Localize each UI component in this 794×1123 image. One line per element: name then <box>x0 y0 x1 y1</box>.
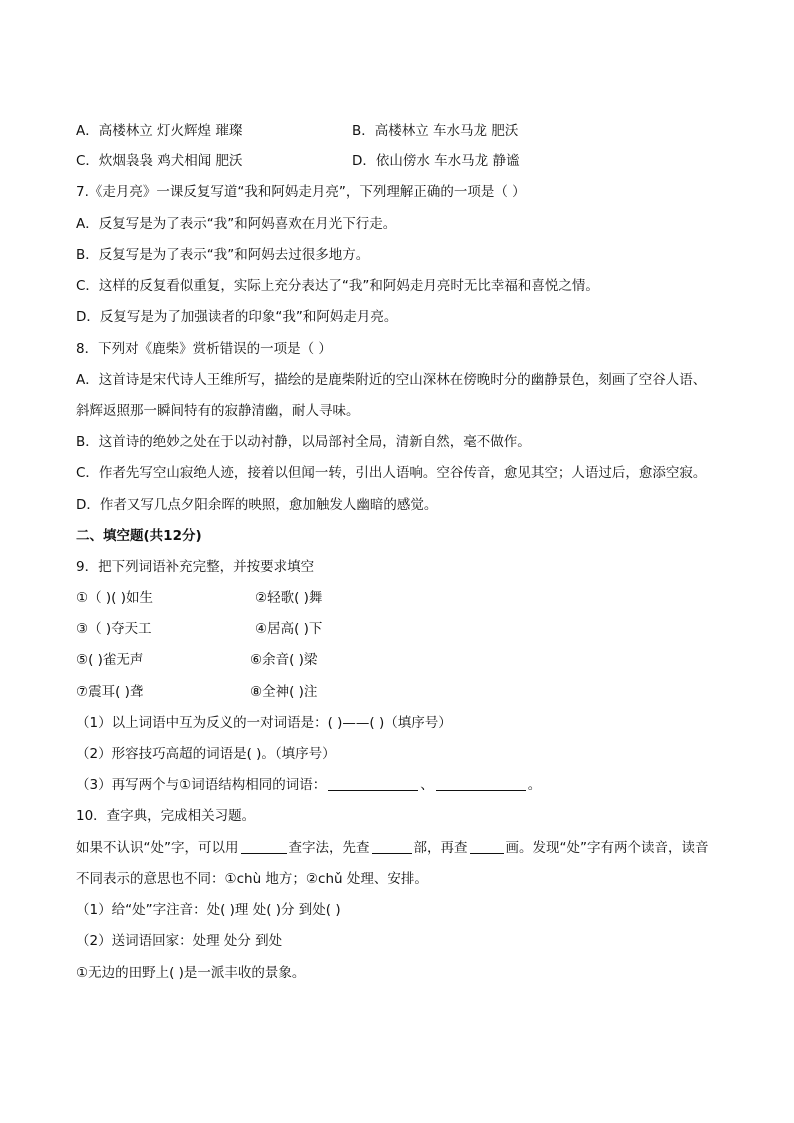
section-title: 二、填空题(共12分) <box>76 528 202 544</box>
answer-blank-1[interactable] <box>328 776 418 791</box>
q7-stem: 7.《走月亮》一课反复写道“我和阿妈走月亮”，下列理解正确的一项是（ ） <box>76 184 526 200</box>
q9-sub-2: （2）形容技巧高超的词语是( )。（填序号） <box>76 746 336 762</box>
q9-sub-1: （1）以上词语中互为反义的一对词语是：( )——( )（填序号） <box>76 715 452 731</box>
q8-option-a-line2: 斜辉返照那一瞬间特有的寂静清幽，耐人寻味。 <box>76 403 360 419</box>
q10-sub-2: （2）送词语回家：处理 处分 到处 <box>76 933 283 949</box>
q6-option-b: B．高楼林立 车水马龙 肥沃 <box>352 123 519 139</box>
q9-item-7: ⑦震耳( )聋 <box>76 684 144 700</box>
q8-option-a-line1: A．这首诗是宋代诗人王维所写，描绘的是鹿柴附近的空山深林在傍晚时分的幽静景色，刻画了空谷人语、 <box>76 372 707 388</box>
q8-stem: 8．下列对《鹿柴》赏析错误的一项是（ ） <box>76 341 332 357</box>
q7-option-d: D．反复写是为了加强读者的印象“我”和阿妈走月亮。 <box>76 309 398 325</box>
answer-blank-3[interactable] <box>241 839 287 854</box>
q7-option-a: A．反复写是为了表示“我”和阿妈喜欢在月光下行走。 <box>76 216 397 232</box>
q9-item-5: ⑤( )雀无声 <box>76 652 144 668</box>
answer-blank-4[interactable] <box>372 839 412 854</box>
q10-stem: 10．查字典，完成相关习题。 <box>76 808 256 824</box>
answer-blank-5[interactable] <box>470 839 504 854</box>
q9-item-6: ⑥余音( )梁 <box>250 652 318 668</box>
q10-sub-1: （1）给“处”字注音：处( )理 处( )分 到处( ) <box>76 902 341 918</box>
q9-item-4: ④居高( )下 <box>255 621 323 637</box>
q8-option-b: B．这首诗的绝妙之处在于以动衬静，以局部衬全局，清新自然，毫不做作。 <box>76 434 531 450</box>
q8-option-d: D．作者又写几点夕阳余晖的映照，愈加触发人幽暗的感觉。 <box>76 497 438 513</box>
q9-item-3: ③（ )夺天工 <box>76 621 152 637</box>
q10-paragraph-line1: 如果不认识“处”字，可以用 查字法，先查 部，再查 画。发现“处”字有两个读音，读音 <box>76 840 709 856</box>
q6-option-a: A．高楼林立 灯火辉煌 璀璨 <box>76 123 243 139</box>
q9-item-1: ①（ )( )如生 <box>76 590 153 606</box>
answer-blank-2[interactable] <box>436 776 526 791</box>
q7-option-b: B．反复写是为了表示“我”和阿妈去过很多地方。 <box>76 247 370 263</box>
q9-item-8: ⑧全神( )注 <box>250 684 318 700</box>
q9-sub-3: （3）再写两个与①词语结构相同的词语： 、 。 <box>76 777 542 793</box>
q8-option-c: C．作者先写空山寂绝人迹，接着以但闻一转，引出人语响。空谷传音，愈见其空；人语过后，愈添空寂。 <box>76 465 707 481</box>
q9-stem: 9．把下列词语补充完整，并按要求填空 <box>76 559 315 575</box>
q10-paragraph-line2: 不同表示的意思也不同：①chù 地方；②chǔ 处理、安排。 <box>76 871 428 887</box>
q6-option-c: C．炊烟袅袅 鸡犬相闻 肥沃 <box>76 153 243 169</box>
q10-sub-3: ①无边的田野上( )是一派丰收的景象。 <box>76 965 306 981</box>
q6-option-d: D．依山傍水 车水马龙 静谧 <box>352 153 520 169</box>
q9-item-2: ②轻歌( )舞 <box>255 590 323 606</box>
q7-option-c: C．这样的反复看似重复，实际上充分表达了“我”和阿妈走月亮时无比幸福和喜悦之情。 <box>76 278 599 294</box>
